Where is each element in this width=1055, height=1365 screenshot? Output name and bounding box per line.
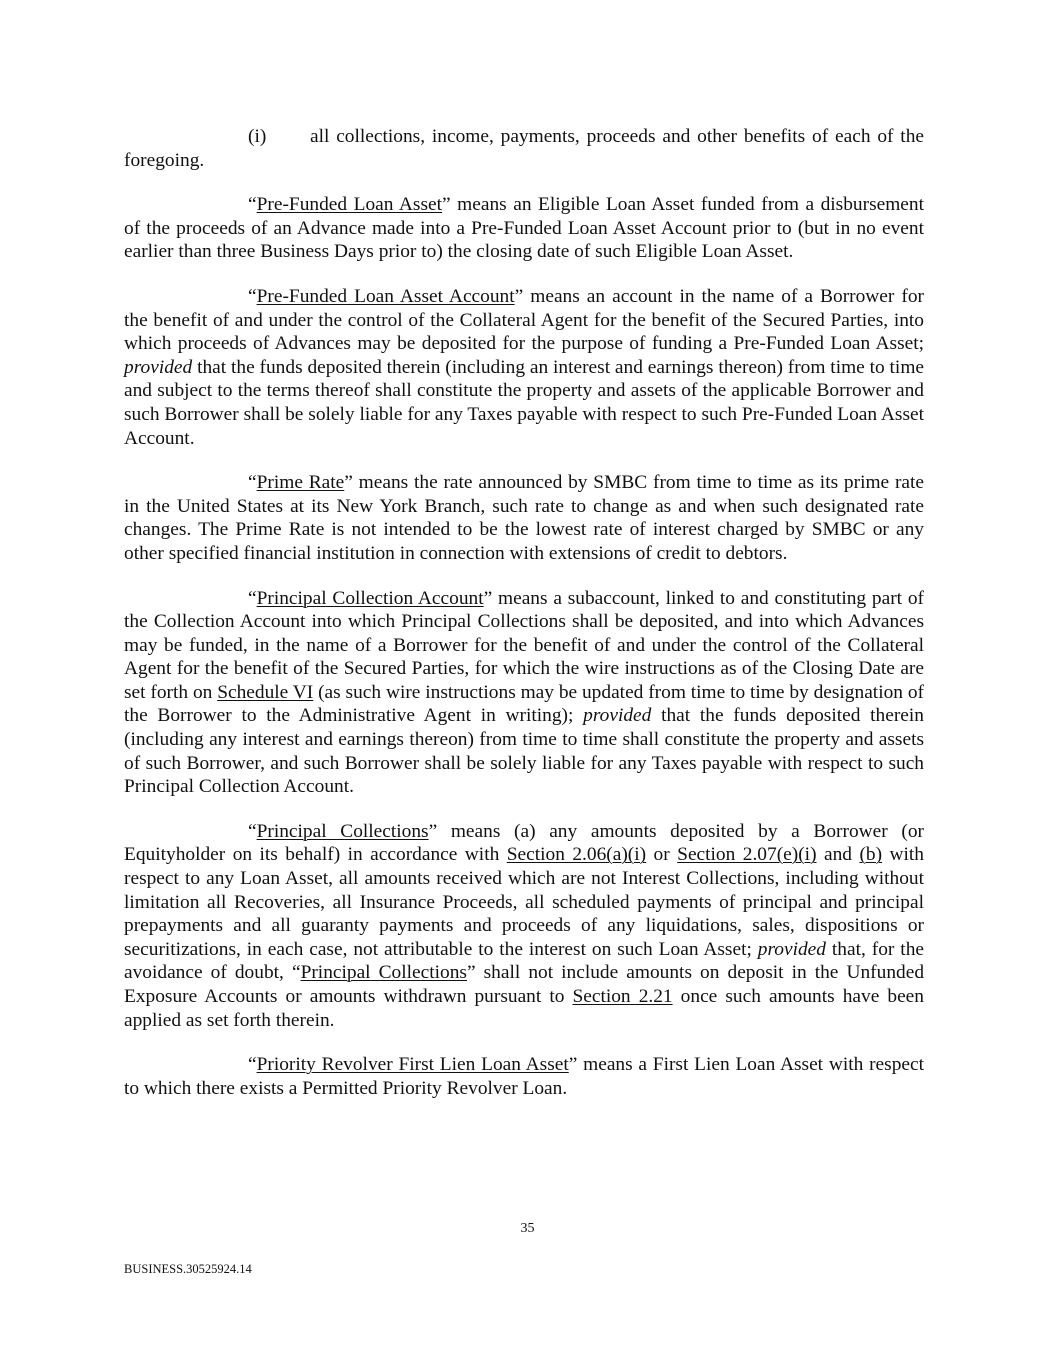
defined-term-reference: Prime Rate — [256, 472, 345, 494]
document-body — [124, 125, 924, 1121]
defined-term-reference: Section 2.06(a)(i) — [506, 844, 647, 866]
definition-paragraph — [124, 193, 924, 264]
definition-paragraph — [124, 285, 924, 450]
body-text: “ — [248, 194, 257, 216]
defined-term-reference: Schedule VI — [217, 681, 314, 703]
defined-term-reference: Principal Collections — [300, 962, 467, 984]
definition-paragraph — [124, 1053, 924, 1100]
body-text: that the funds deposited therein (including any interest and earnings thereon) from time to time shall constitute the property and assets of such Borrower, and such Borrower shall be solely liable for any Taxes payable with respect to such Principal Collection Account. — [124, 705, 924, 798]
body-text: ” means (a) any amounts deposited by a Borrower (or Equityholder on its behalf) in accordance with — [124, 820, 924, 866]
italic-text: provided — [124, 356, 193, 378]
defined-term-reference: Principal Collection Account — [256, 587, 484, 609]
defined-term-reference: Pre-Funded Loan Asset Account — [256, 285, 515, 307]
body-text: “ — [248, 587, 257, 609]
defined-term-reference: Principal Collections — [256, 820, 429, 842]
body-text: ” means a First Lien Loan Asset with respect to which there exists a Permitted Priority Revolver Loan. — [124, 1054, 924, 1099]
body-text: once such amounts have been applied as set forth therein. — [124, 986, 924, 1031]
body-text: ” means an account in the name of a Borrower for the benefit of and under the control of the Collateral Agent for the benefit of the Secured Parties, into which proceeds of Advances may be deposited for the purpose of funding a Pre-Funded Loan Asset; — [124, 285, 924, 355]
body-text: that the funds deposited therein (including an interest and earnings thereon) from time to time and subject to the terms thereof shall constitute the property and assets of the applicable Borrower and such Borrower shall be solely liable for any Taxes payable with respect to such Pre-Funded Loan Asset Account. — [124, 356, 925, 449]
body-text: ” means an Eligible Loan Asset funded from a disbursement of the proceeds of an Advance made into a Pre-Funded Loan Asset Account prior to (but in no event earlier than three Business Days prior to) the closing date of such Eligible Loan Asset. — [124, 194, 924, 263]
body-text: (as such wire instructions may be updated from time to time by designation of the Borrower to the Administrative Agent in writing); — [124, 681, 924, 727]
body-text: all collections, income, payments, proceeds and other benefits of each of the foregoing. — [124, 126, 924, 171]
definition-paragraph — [124, 471, 924, 565]
body-text: that, for the avoidance of doubt, “ — [124, 938, 924, 984]
body-text: “ — [248, 1054, 257, 1076]
page-number: 35 — [520, 1221, 535, 1236]
body-text: with respect to any Loan Asset, all amounts received which are not Interest Collections, including without limitation all Recoveries, all Insurance Proceeds, all scheduled payments of principal and principal prepayments and all guaranty payments and proceeds of any liquidations, sales, dispositions or securitizations, in each case, not attributable to the interest on such Loan Asset; — [124, 844, 924, 960]
defined-term-reference: Section 2.21 — [572, 986, 673, 1007]
body-text: “ — [248, 820, 257, 842]
italic-text: provided — [583, 705, 652, 727]
italic-text: provided — [757, 938, 826, 960]
body-text: “ — [248, 285, 257, 307]
definition-paragraph — [124, 820, 924, 1032]
defined-term-reference: (b) — [859, 844, 883, 866]
body-text: ” means a subaccount, linked to and constituting part of the Collection Account into which Principal Collections shall be deposited, and into which Advances may be funded, in the name of a Borrower for the benefit of and under the control of the Collateral Agent for the benefit of the Secured Parties, for which the wire instructions as of the Closing Date are set forth on — [124, 587, 924, 703]
body-text: ” shall not include amounts on deposit in the Unfunded Exposure Accounts or amounts withdrawn pursuant to — [124, 962, 925, 1007]
list-item-paragraph — [124, 125, 924, 172]
defined-term-reference: Section 2.07(e)(i) — [677, 844, 817, 866]
body-text: ” means the rate announced by SMBC from time to time as its prime rate in the United States at its New York Branch, such rate to change as and when such designated rate changes. The Prime Rate is not intended to be the lowest rate of interest charged by SMBC or any other specified financial institution in connection with extensions of credit to debtors. — [124, 472, 925, 564]
defined-term-reference: Priority Revolver First Lien Loan Asset — [256, 1054, 569, 1076]
body-text: and — [816, 844, 860, 866]
body-text: or — [646, 844, 678, 866]
body-text: “ — [248, 472, 257, 494]
document-id: BUSINESS.30525924.14 — [124, 1262, 252, 1276]
item-label: (i) — [248, 126, 267, 147]
definition-paragraph — [124, 587, 924, 799]
defined-term-reference: Pre-Funded Loan Asset — [256, 194, 443, 216]
